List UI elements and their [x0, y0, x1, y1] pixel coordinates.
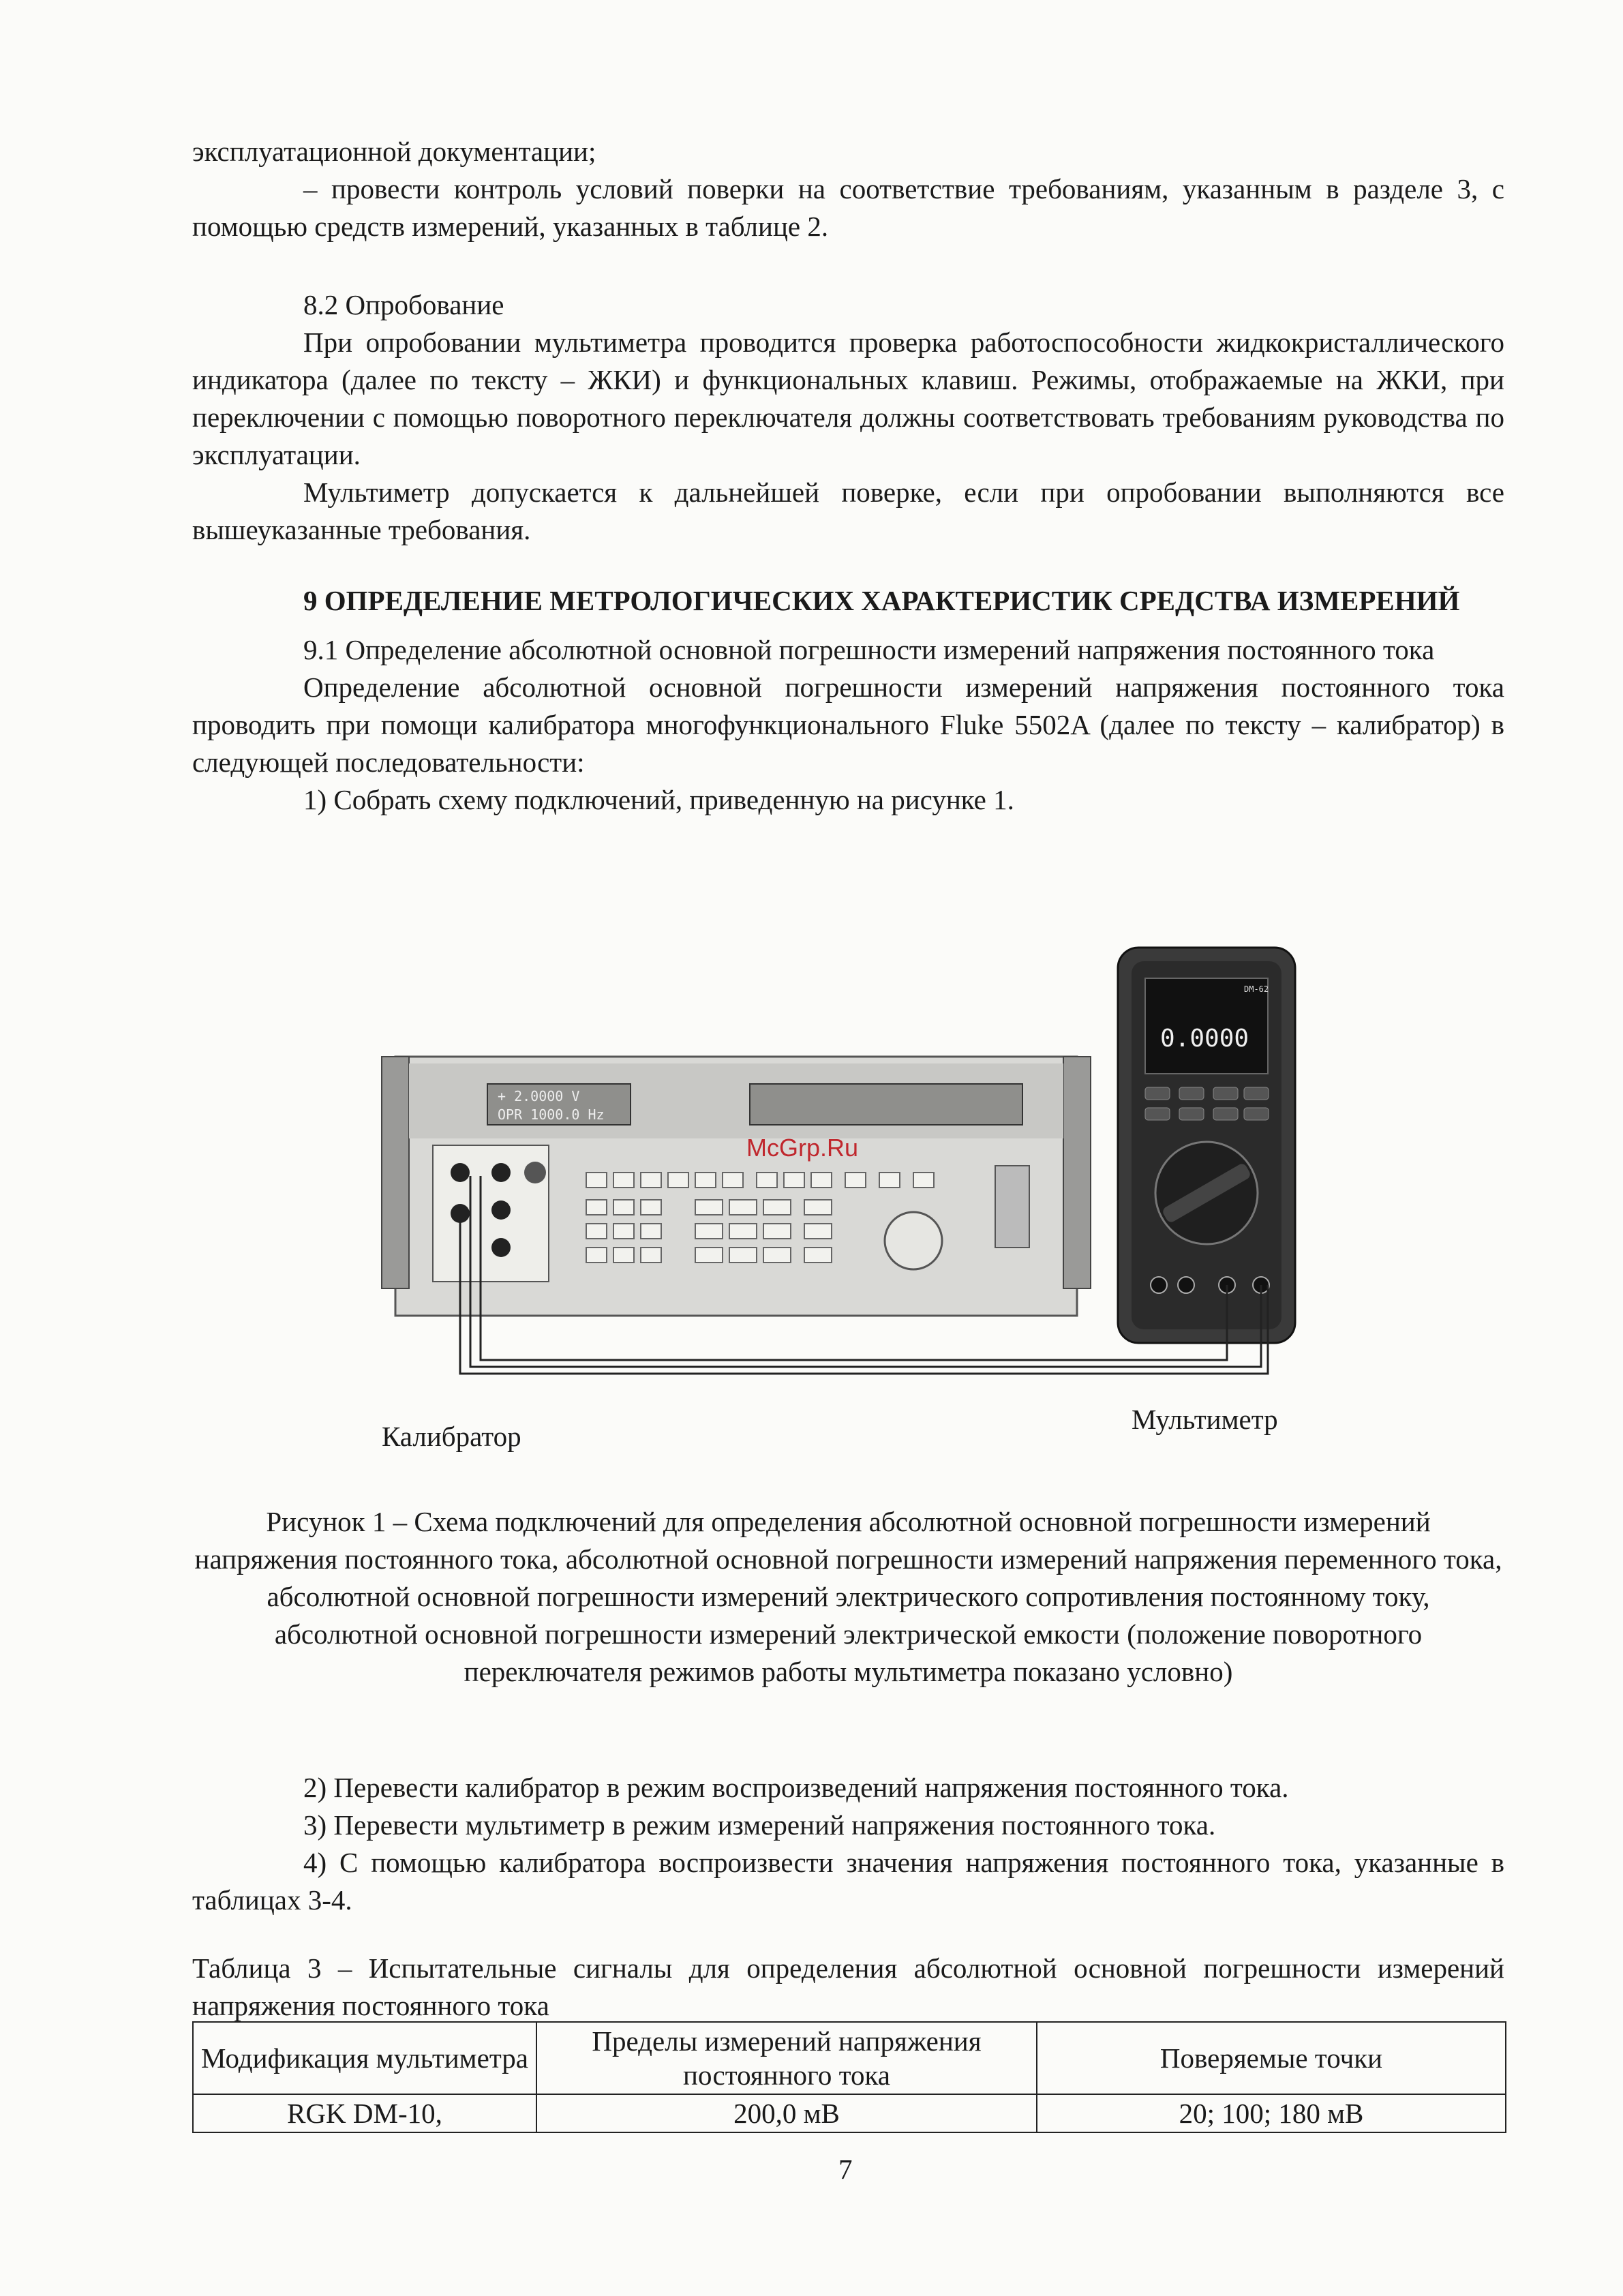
table-header-cell: Модификация мультиметра [193, 2022, 536, 2094]
table-header-cell: Пределы измерений напряжения постоянного тока [536, 2022, 1037, 2094]
paragraph: – провести контроль условий поверки на соответствие требованиям, указанным в разделе 3, с помощью средств измерений, указанных в таблице 2. [192, 173, 1504, 242]
figure-caption: Рисунок 1 – Схема подключений для определения абсолютной основной погрешности измерений напряжения постоянного тока, абсолютной основной погрешности измерений напряжения переменного тока, абсолютной основной погрешности измерений электрического сопротивления постоянному току, абсолютной основной погрешности измерений электрической емкости (положение поворотного переключателя режимов работы мультиметра показано условно) [194, 1506, 1502, 1687]
subsection-title: 9.1 Определение абсолютной основной погрешности измерений напряжения постоянного тока [303, 634, 1435, 665]
calibrator-image [382, 1057, 1091, 1316]
calibrator-label: Калибратор [382, 1421, 521, 1452]
table-row [193, 2094, 1506, 2132]
multimeter-model: DM-62 [1244, 984, 1269, 994]
paragraph: 1) Собрать схему подключений, приведенную на рисунке 1. [303, 784, 1014, 815]
table-cell: 20; 100; 180 мВ [1037, 2094, 1506, 2132]
paragraph: эксплуатационной документации; [192, 136, 596, 167]
page-number: 7 [838, 2154, 853, 2185]
table-cell: 200,0 мВ [536, 2094, 1037, 2132]
table-cell: RGK DM-10, [193, 2094, 536, 2132]
multimeter-display: 0.0000 [1160, 1025, 1249, 1053]
paragraph: Мультиметр допускается к дальнейшей поверке, если при опробовании выполняются все вышеуказанные требования. [192, 477, 1504, 545]
connection-diagram [368, 941, 1322, 1404]
table-caption: Таблица 3 – Испытательные сигналы для определения абсолютной основной погрешности измерений напряжения постоянного тока [192, 1952, 1504, 2021]
paragraph: Определение абсолютной основной погрешности измерений напряжения постоянного тока проводить при помощи калибратора многофункционального Fluke 5502A (далее по тексту – калибратор) в следующей последовательности: [192, 671, 1504, 778]
table-3 [192, 2021, 1506, 2133]
step: 2) Перевести калибратор в режим воспроизведений напряжения постоянного тока. [303, 1772, 1289, 1803]
watermark: McGrp.Ru [746, 1134, 859, 1162]
table-header-cell: Поверяемые точки [1037, 2022, 1506, 2094]
calibrator-display-line: OPR 1000.0 Hz [498, 1106, 605, 1123]
intro-block [192, 133, 1504, 245]
table-header-row [193, 2022, 1506, 2094]
section-8-2 [192, 286, 1504, 549]
step: 3) Перевести мультиметр в режим измерений напряжения постоянного тока. [303, 1809, 1216, 1841]
multimeter-image [1118, 948, 1295, 1343]
section-heading: 9 ОПРЕДЕЛЕНИЕ МЕТРОЛОГИЧЕСКИХ ХАРАКТЕРИСТИК СРЕДСТВА ИЗМЕРЕНИЙ [303, 585, 1460, 616]
step: 4) С помощью калибратора воспроизвести значения напряжения постоянного тока, указанные в таблицах 3-4. [192, 1847, 1504, 1916]
section-9 [192, 581, 1504, 819]
calibrator-display-line: + 2.0000 V [498, 1088, 580, 1104]
paragraph: При опробовании мультиметра проводится проверка работоспособности жидкокристаллического индикатора (далее по тексту – ЖКИ) и функциональных клавиш. Режимы, отображаемые на ЖКИ, при переключении с помощью поворотного переключателя должны соответствовать требованиям руководства по эксплуатации. [192, 327, 1504, 470]
steps-block [192, 1769, 1504, 1919]
section-title: 8.2 Опробование [303, 289, 504, 320]
multimeter-label: Мультиметр [1132, 1404, 1278, 1435]
